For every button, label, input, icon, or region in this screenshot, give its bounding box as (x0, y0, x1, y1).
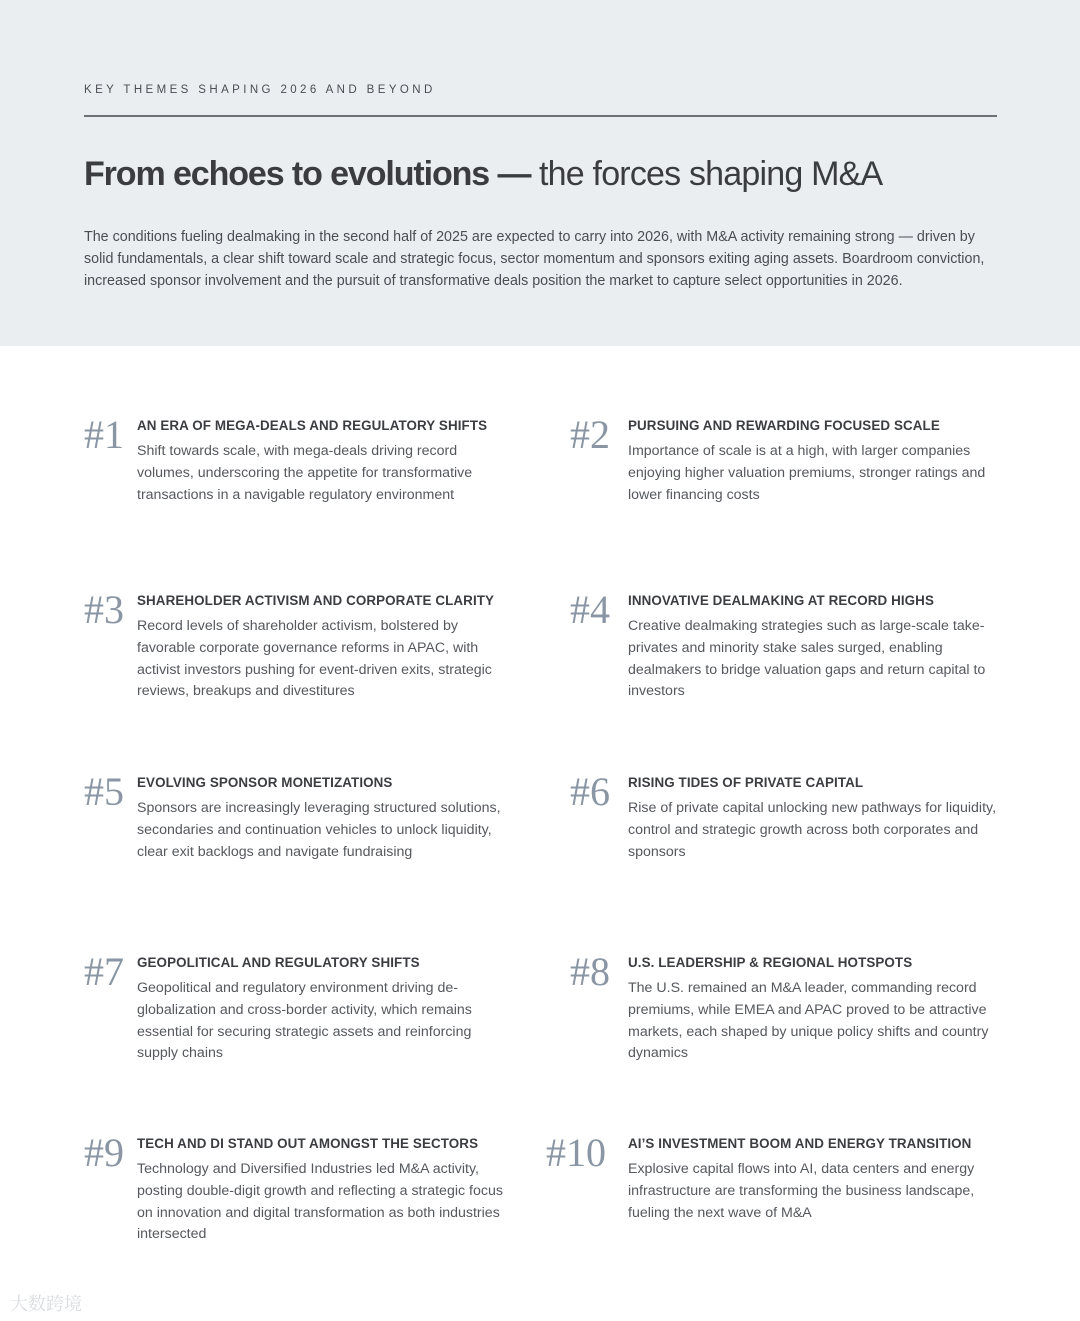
theme-number: #9 (84, 1130, 124, 1175)
header-band (0, 0, 1080, 346)
theme-description: Shift towards scale, with mega-deals driving record volumes, underscoring the appetite for transformative transactions in a navigable regulatory environment (137, 443, 473, 503)
theme-body (137, 1135, 512, 1246)
theme-number: #1 (84, 412, 124, 457)
theme-number: #6 (570, 769, 610, 814)
theme-heading: U.S. LEADERSHIP & REGIONAL HOTSPOTS (628, 955, 913, 970)
theme-body (628, 954, 1000, 1065)
theme-body (628, 774, 1000, 863)
theme-number: #2 (570, 412, 610, 457)
page-title (84, 150, 882, 198)
theme-body (628, 417, 1000, 506)
theme-heading: EVOLVING SPONSOR MONETIZATIONS (137, 775, 393, 790)
theme-heading: SHAREHOLDER ACTIVISM AND CORPORATE CLARITY (137, 593, 495, 608)
theme-description: Explosive capital flows into AI, data centers and energy infrastructure are transforming the business landscape, fueling the next wave of M&A (628, 1161, 975, 1221)
theme-heading: TECH AND DI STAND OUT AMONGST THE SECTORS (137, 1136, 479, 1151)
theme-number: #8 (570, 949, 610, 994)
theme-heading: AI’S INVESTMENT BOOM AND ENERGY TRANSITION (628, 1136, 972, 1151)
page-title-bold: From echoes to evolutions — (84, 155, 531, 193)
theme-body (137, 417, 512, 506)
theme-description: Sponsors are increasingly leveraging structured solutions, secondaries and continuation vehicles to unlock liquidity, clear exit backlogs and navigate fundraising (137, 800, 501, 860)
theme-body (137, 774, 512, 863)
theme-description: Creative dealmaking strategies such as large-scale take-privates and minority stake sales surged, enabling dealmakers to bridge valuation gaps and return capital to investors (628, 618, 986, 700)
theme-number: #7 (84, 949, 124, 994)
watermark-logo: 大数跨境 (10, 1294, 82, 1314)
theme-description: Record levels of shareholder activism, bolstered by favorable corporate governance reforms in APAC, with activist investors pushing for event-driven exits, strategic reviews, breakups and divestitures (137, 618, 492, 700)
theme-heading: INNOVATIVE DEALMAKING AT RECORD HIGHS (628, 593, 934, 608)
theme-description: Geopolitical and regulatory environment driving de-globalization and cross-border activity, which remains essential for securing strategic assets and reinforcing supply chains (137, 980, 472, 1062)
theme-description: The U.S. remained an M&A leader, commanding record premiums, while EMEA and APAC proved to be attractive markets, each shaped by unique policy shifts and country dynamics (628, 980, 989, 1062)
theme-heading: RISING TIDES OF PRIVATE CAPITAL (628, 775, 864, 790)
theme-number: #10 (546, 1130, 606, 1175)
theme-body (628, 592, 1000, 703)
theme-number: #5 (84, 769, 124, 814)
theme-number: #4 (570, 587, 610, 632)
theme-description: Technology and Diversified Industries led M&A activity, posting double-digit growth and reflecting a strategic focus on innovation and digital transformation as both industries intersected (137, 1161, 503, 1243)
intro-paragraph: The conditions fueling dealmaking in the second half of 2025 are expected to carry into 2026, with M&A activity remaining strong — driven by solid fundamentals, a clear shift toward scale and strategic focus, sector momentum and sponsors exiting aging assets. Boardroom conviction, increased sponsor involvement and the pursuit of transformative deals position the market to capture select opportunities in 2026. (84, 229, 985, 289)
theme-body (137, 954, 512, 1065)
theme-description: Importance of scale is at a high, with larger companies enjoying higher valuation premiums, stronger ratings and lower financing costs (628, 443, 986, 503)
theme-heading: AN ERA OF MEGA-DEALS AND REGULATORY SHIFTS (137, 418, 488, 433)
theme-body (137, 592, 512, 703)
header-divider (84, 115, 997, 117)
theme-body (628, 1135, 1000, 1224)
eyebrow-label: KEY THEMES SHAPING 2026 AND BEYOND (84, 84, 436, 96)
theme-description: Rise of private capital unlocking new pathways for liquidity, control and strategic growth across both corporates and sponsors (628, 800, 997, 860)
theme-heading: GEOPOLITICAL AND REGULATORY SHIFTS (137, 955, 420, 970)
theme-heading: PURSUING AND REWARDING FOCUSED SCALE (628, 418, 940, 433)
theme-number: #3 (84, 587, 124, 632)
page-title-light: the forces shaping M&A (539, 155, 883, 193)
